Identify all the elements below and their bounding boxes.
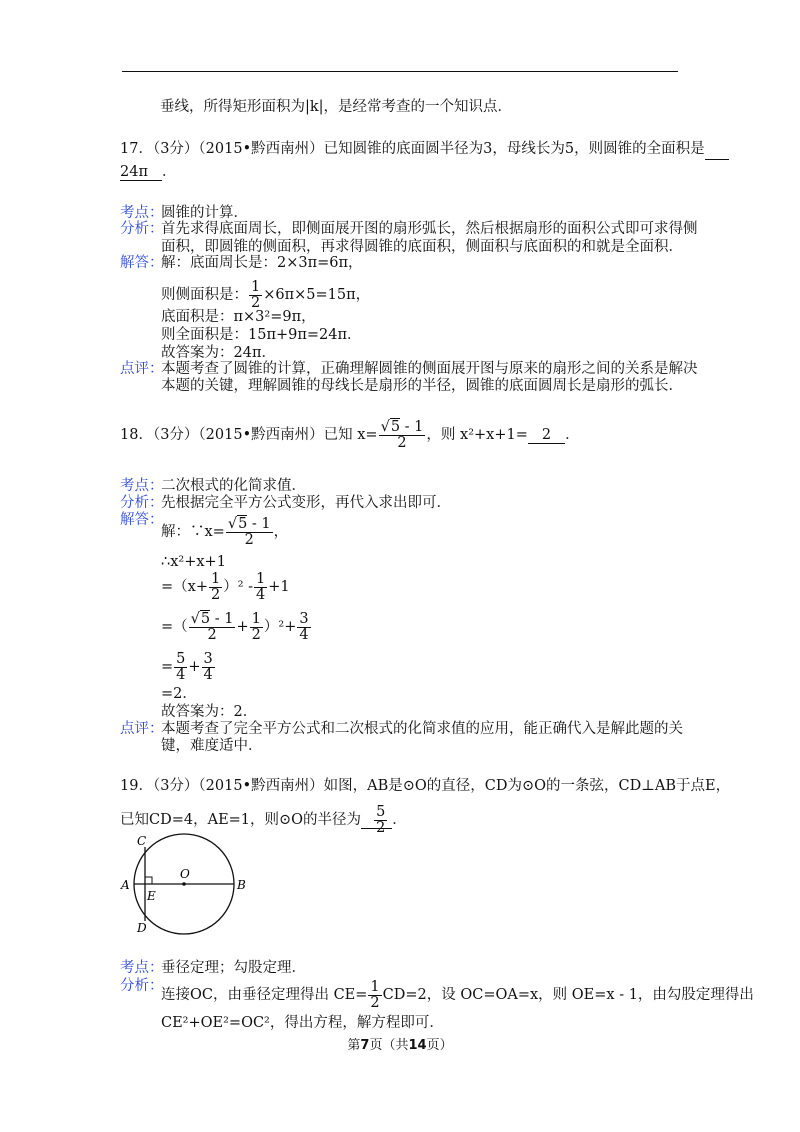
q19-kaodian: 垂径定理；勾股定理． [161, 960, 306, 976]
q17-fenxi-label: 分析： [120, 221, 164, 237]
q17-step5: 故答案为：24π． [161, 345, 276, 361]
q18-line4: =（ $\frac{√5 - 1}{2}$ + $\frac{1}{2}$ ）²+ $\frac{3}{4}$ [161, 610, 309, 643]
q18-line1: 解：∵x= $\frac{√5 - 1}{2}$ ， [161, 515, 289, 548]
q17-stem: 17．（3分）（2015•黔西南州）已知圆锥的底面圆半径为3，母线长为5，则圆锥的全面积是 [120, 139, 729, 160]
label-b: B [237, 878, 246, 892]
q19-kaodian-label: 考点： [120, 960, 164, 976]
q18-line6: =2． [161, 686, 197, 702]
q18-line3: =（x+ $\frac{1}{2}$ ）² - $\frac{1}{4}$ +1 [161, 570, 290, 603]
q19-stem-line2: 已知CD=4，AE=1，则⊙O的半径为 $\frac{5}{2}$ ． [120, 803, 407, 836]
q19-stem-line1: 19．（3分）（2015•黔西南州）如图，AB是⊙O的直径，CD为⊙O的一条弦，CD⊥AB于点E， [120, 778, 731, 794]
q19-fenxi-line2: CE²+OE²=OC²，得出方程，解方程即可． [161, 1015, 444, 1031]
q17-step1: 解：底面周长是：2×3π=6π， [161, 255, 363, 271]
label-c: C [137, 834, 147, 848]
label-o: O [180, 867, 190, 881]
center-point [182, 882, 186, 886]
q18-dianping-line1: 本题考查了完全平方公式和二次根式的化简求值的应用，能正确代入是解此题的关 [161, 721, 683, 737]
q18-fenxi: 先根据完全平方公式变形，再代入求出即可． [161, 495, 451, 511]
q19-fenxi-label: 分析： [120, 978, 164, 994]
header-rule [122, 71, 678, 72]
q18-fenxi-label: 分析： [120, 495, 164, 511]
q18-kaodian: 二次根式的化简求值． [161, 478, 306, 494]
q17-fenxi-line1: 首先求得底面周长，即侧面展开图的扇形弧长，然后根据扇形的面积公式即可求得侧 [161, 221, 698, 237]
q18-line5: = $\frac{5}{4}$ + $\frac{3}{4}$ [161, 650, 213, 683]
q17-dianping-line1: 本题考查了圆锥的计算，正确理解圆锥的侧面展开图与原来的扇形之间的关系是解决 [161, 361, 698, 377]
q18-line7: 故答案为：2． [161, 704, 258, 720]
q17-dianping-label: 点评： [120, 361, 164, 377]
label-d: D [137, 921, 147, 935]
q17-fenxi-line2: 面积，即圆锥的侧面积，再求得圆锥的底面积，侧面积与底面积的和就是全面积． [161, 239, 683, 255]
circle-figure [112, 832, 262, 937]
q18-kaodian-label: 考点： [120, 478, 164, 494]
label-a: A [121, 878, 130, 892]
label-e: E [147, 889, 156, 903]
q17-jieda-label: 解答： [120, 255, 164, 271]
q18-stem: 18．（3分）（2015•黔西南州）已知 x= $\frac{√5 - 1}{2}$ ，则 x²+x+1= 2 ． [120, 418, 580, 451]
q18-dianping-line2: 键，难度适中． [161, 738, 263, 754]
q17-kaodian-label: 考点： [120, 205, 164, 221]
q17-kaodian: 圆锥的计算． [161, 205, 248, 221]
q17-step2: 则侧面积是： $\frac{1}{2}$ ×6π×5=15π， [161, 278, 371, 311]
q17-step4: 则全面积是：15π+9π=24π． [161, 327, 362, 343]
q18-line2: ∴x²+x+1 [161, 554, 226, 570]
q17-dianping-line2: 本题的关键，理解圆锥的母线长是扇形的半径，圆锥的底面圆周长是扇形的弧长． [161, 378, 683, 394]
q18-dianping-label: 点评： [120, 721, 164, 737]
right-angle-mark [145, 877, 152, 884]
q19-fenxi-line1: 连接OC，由垂径定理得出 CE= $\frac{1}{2}$ CD=2，设 OC=OA=x，则 OE=x - 1，由勾股定理得出 [161, 978, 754, 1011]
q17-step3: 底面积是：π×3²=9π， [161, 309, 316, 325]
continued-text: 垂线，所得矩形面积为|k|，是经常考查的一个知识点． [160, 99, 513, 115]
q17-answer: 24π ． [120, 164, 177, 180]
page-footer: 第7页（共14页） [347, 1038, 453, 1053]
q18-jieda-label: 解答： [120, 512, 164, 528]
